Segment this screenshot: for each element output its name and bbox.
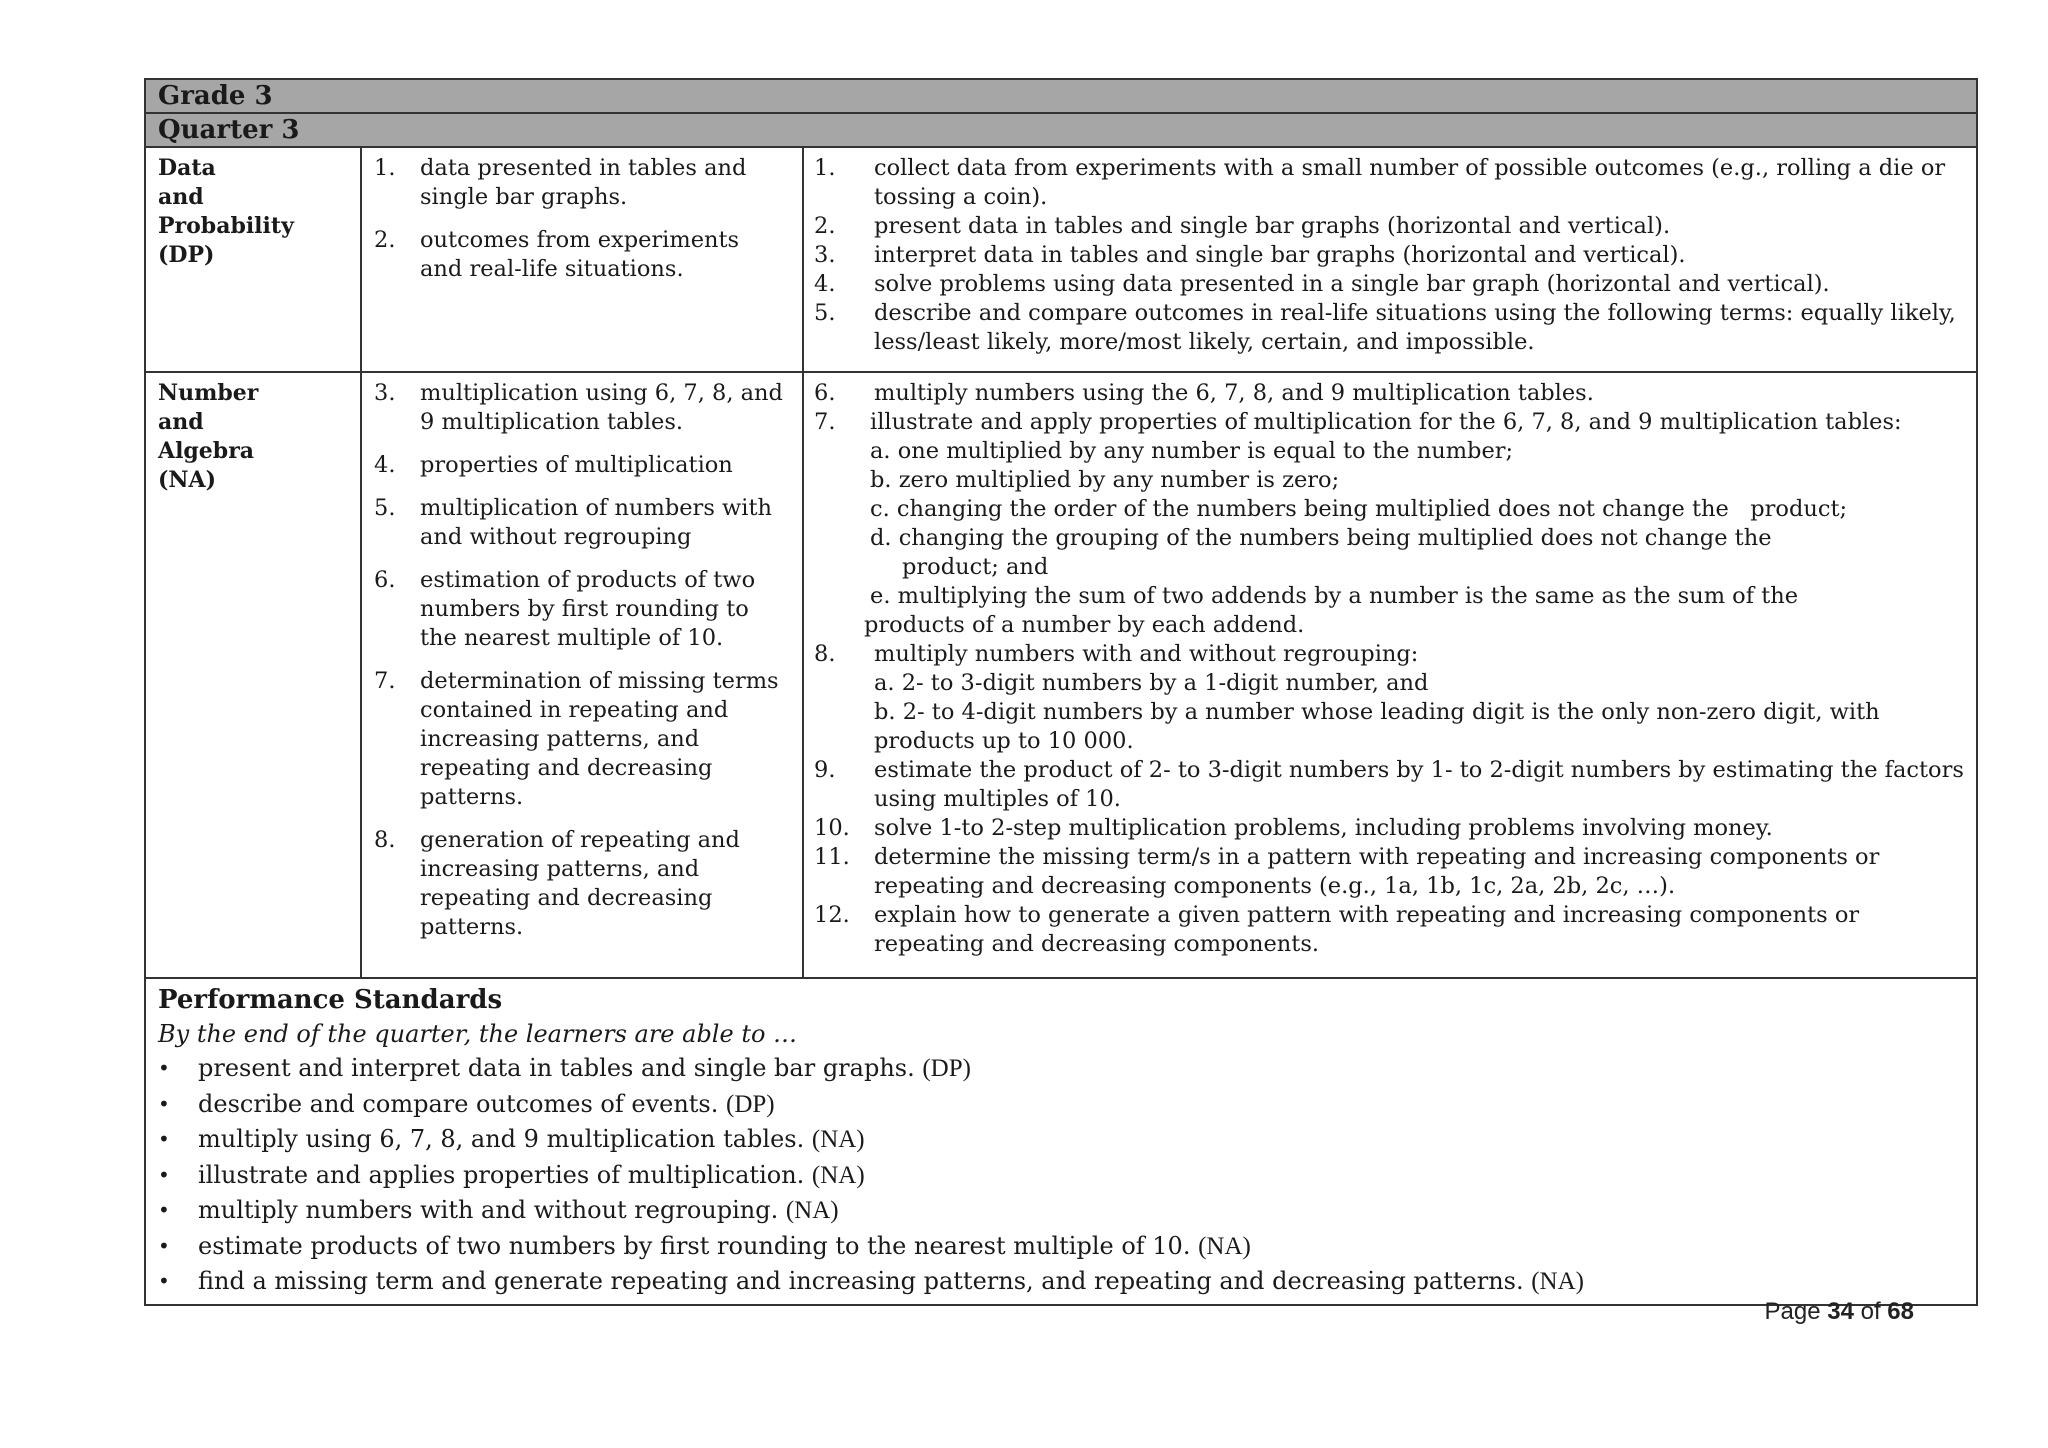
list-item: 8. generation of repeating and increasing patterns, and repeating and decreasing patterns. — [374, 827, 740, 940]
domain-line: (DP) — [158, 242, 215, 268]
list-item: 3. multiplication using 6, 7, 8, and 9 multiplication tables. — [374, 380, 783, 435]
bullet-icon: • — [158, 1269, 170, 1293]
page-number: Page 34 of 68 — [1764, 1298, 1914, 1325]
list-item: 9. estimate the product of 2- to 3-digit numbers by 1- to 2-digit numbers by estimating the factors using multiples of 10. — [814, 757, 1964, 812]
bullet-icon: • — [158, 1056, 170, 1080]
list-item: 3. interpret data in tables and single bar graphs (horizontal and vertical). — [814, 242, 1686, 268]
domain-line: and — [158, 409, 204, 435]
list-item: 4. properties of multiplication — [374, 452, 733, 478]
content-cell — [362, 148, 804, 371]
performance-standards — [146, 979, 1976, 1304]
sub-item-continued: products of a number by each addend. — [864, 612, 1305, 638]
bullet-icon: • — [158, 1127, 170, 1151]
quarter-header: Quarter 3 — [146, 114, 1976, 148]
bullet-icon: • — [158, 1198, 170, 1222]
sub-item: e. multiplying the sum of two addends by a number is the same as the sum of the — [870, 583, 1799, 609]
list-item: 5. describe and compare outcomes in real-life situations using the following terms: equally likely, less/least likely, more/most likely, certain, and impossible. — [814, 300, 1956, 355]
domain-line: (NA) — [158, 467, 216, 493]
bullet-icon: • — [158, 1162, 170, 1187]
sub-item: b. 2- to 4-digit numbers by a number whose leading digit is the only non-zero digit, with — [874, 699, 1880, 725]
list-item: 11. determine the missing term/s in a pattern with repeating and increasing components or repeating and decreasing components (e.g., 1a, 1b, 1c, 2a, 2b, 2c, …). — [814, 844, 1880, 899]
bullet-item: • describe and compare outcomes of events. (DP) — [158, 1087, 1964, 1123]
list-item: 8. multiply numbers with and without regrouping: — [814, 641, 1419, 667]
grade-header: Grade 3 — [146, 80, 1976, 114]
sub-item: a. 2- to 3-digit numbers by a 1-digit number, and — [874, 670, 1429, 696]
domain-line: Probability — [158, 213, 294, 239]
sub-item: c. changing the order of the numbers being multiplied does not change the product; — [870, 496, 1848, 522]
domain-cell — [146, 373, 362, 977]
performance-title: Performance Standards — [158, 985, 503, 1015]
content-cell — [362, 373, 804, 977]
domain-line: Data — [158, 155, 216, 181]
domain-cell — [146, 148, 362, 371]
row-data-probability — [146, 148, 1976, 373]
list-item: 12. explain how to generate a given pattern with repeating and increasing components or repeating and decreasing components. — [814, 902, 1860, 957]
competencies-cell — [804, 148, 1976, 371]
sub-item-continued: product; and — [902, 554, 1049, 580]
list-item: 6. multiply numbers using the 6, 7, 8, and 9 multiplication tables. — [814, 380, 1594, 406]
domain-line: Algebra — [158, 438, 255, 464]
row-number-algebra — [146, 373, 1976, 979]
bullet-icon: • — [158, 1091, 170, 1116]
performance-intro: By the end of the quarter, the learners are able to … — [158, 1020, 798, 1048]
sub-item: d. changing the grouping of the numbers being multiplied does not change the — [870, 525, 1772, 551]
list-item: 6. estimation of products of two numbers by first rounding to the nearest multiple of 10. — [374, 567, 756, 651]
list-item: 1. collect data from experiments with a small number of possible outcomes (e.g., rolling a die or tossing a coin). — [814, 155, 1946, 210]
list-item: 2. present data in tables and single bar graphs (horizontal and vertical). — [814, 213, 1671, 239]
bullet-icon: • — [158, 1233, 170, 1258]
sub-item: b. zero multiplied by any number is zero; — [870, 467, 1340, 493]
list-item: 5. multiplication of numbers with and without regrouping — [374, 495, 773, 550]
bullet-item: • estimate products of two numbers by first rounding to the nearest multiple of 10. (NA) — [158, 1229, 1964, 1265]
list-item: 2. outcomes from experiments and real-life situations. — [374, 227, 740, 282]
bullet-item: • illustrate and applies properties of multiplication. (NA) — [158, 1158, 1964, 1194]
bullet-item: • present and interpret data in tables and single bar graphs. (DP) — [158, 1051, 1964, 1087]
list-item: 1. data presented in tables and single bar graphs. — [374, 155, 747, 210]
competencies-cell — [804, 373, 1976, 977]
bullet-item: • multiply numbers with and without regrouping. (NA) — [158, 1193, 1964, 1229]
bullet-item: • multiply using 6, 7, 8, and 9 multiplication tables. (NA) — [158, 1122, 1964, 1158]
list-item: 7. illustrate and apply properties of multiplication for the 6, 7, 8, and 9 multiplication tables: — [814, 409, 1902, 435]
list-item: 4. solve problems using data presented in a single bar graph (horizontal and vertical). — [814, 271, 1830, 297]
list-item: 7. determination of missing terms contained in repeating and increasing patterns, and repeating and decreasing patterns. — [374, 668, 779, 810]
curriculum-table — [144, 78, 1978, 1306]
domain-line: Number — [158, 380, 259, 406]
domain-line: and — [158, 184, 204, 210]
list-item: 10. solve 1-to 2-step multiplication problems, including problems involving money. — [814, 815, 1773, 841]
sub-item-continued: products up to 10 000. — [874, 728, 1134, 754]
bullet-item: • find a missing term and generate repeating and increasing patterns, and repeating and decreasing patterns. (NA) — [158, 1264, 1964, 1300]
sub-item: a. one multiplied by any number is equal to the number; — [870, 438, 1514, 464]
